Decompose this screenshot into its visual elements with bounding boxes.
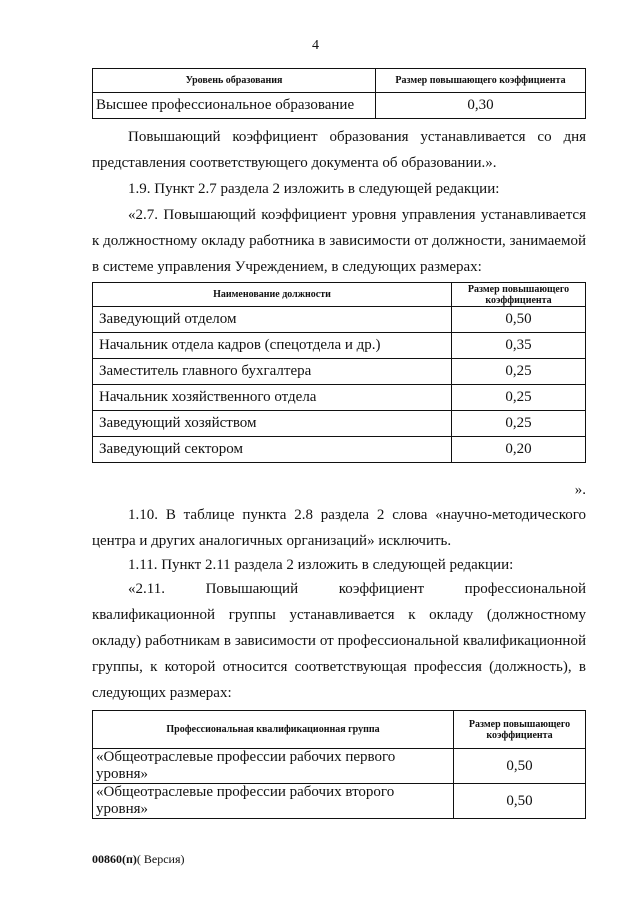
table-cell: 0,20 [452, 437, 586, 463]
paragraph: Повышающий коэффициент образования устанавливается со дня представления соответствующего документа об образовании.». [92, 129, 586, 171]
table-cell: «Общеотраслевые профессии рабочих первого уровня» [93, 749, 454, 784]
table-cell: 0,25 [452, 385, 586, 411]
table-header: Размер повышающего коэффициента [376, 69, 586, 93]
table-cell: «Общеотраслевые профессии рабочих второго уровня» [93, 784, 454, 819]
table-header: Размер повышающего коэффициента [454, 711, 586, 749]
qualification-coefficient-table [92, 710, 586, 819]
table-cell: 0,50 [454, 749, 586, 784]
closing-quote: ». [574, 482, 586, 498]
version-label: ( Версия) [136, 852, 185, 866]
management-coefficient-table [92, 282, 586, 463]
page-number: 4 [312, 38, 319, 53]
table-cell: Заместитель главного бухгалтера [93, 359, 452, 385]
table-cell: Заведующий сектором [93, 437, 452, 463]
table-cell: Начальник отдела кадров (спецотдела и др.) [93, 333, 452, 359]
table-header: Уровень образования [93, 69, 376, 93]
paragraph: 1.11. Пункт 2.11 раздела 2 изложить в следующей редакции: [128, 557, 514, 573]
paragraph: квалификационной группы устанавливается к окладу (должностному окладу) работникам в зависимости от профессиональной квалификационной группы, к которой относится соответствующая профессия (должность), в следующих размерах: [92, 607, 586, 701]
paragraph: 1.9. Пункт 2.7 раздела 2 изложить в следующей редакции: [128, 181, 500, 197]
table-header: Размер повышающего коэффициента [452, 283, 586, 307]
table-header: Профессиональная квалификационная группа [93, 711, 454, 749]
table-cell: 0,25 [452, 411, 586, 437]
table-cell: 0,50 [454, 784, 586, 819]
table-cell: 0,50 [452, 307, 586, 333]
education-coefficient-table [92, 68, 586, 119]
paragraph: «2.7. Повышающий коэффициент уровня управления устанавливается к должностному окладу работника в зависимости от должности, занимаемой в системе управления Учреждением, в следующих размерах: [92, 207, 586, 275]
paragraph: «2.11. Повышающий коэффициент профессиональной [128, 581, 586, 597]
table-cell: Высшее профессиональное образование [93, 93, 376, 119]
table-cell: Заведующий хозяйством [93, 411, 452, 437]
table-cell: Начальник хозяйственного отдела [93, 385, 452, 411]
document-code: 00860(п) [92, 852, 137, 866]
table-cell: 0,30 [376, 93, 586, 119]
table-header: Наименование должности [93, 283, 452, 307]
table-cell: Заведующий отделом [93, 307, 452, 333]
table-cell: 0,25 [452, 359, 586, 385]
table-cell: 0,35 [452, 333, 586, 359]
paragraph: 1.10. В таблице пункта 2.8 раздела 2 слова «научно-методического центра и других аналогичных организаций» исключить. [92, 507, 586, 549]
footer [92, 852, 185, 867]
